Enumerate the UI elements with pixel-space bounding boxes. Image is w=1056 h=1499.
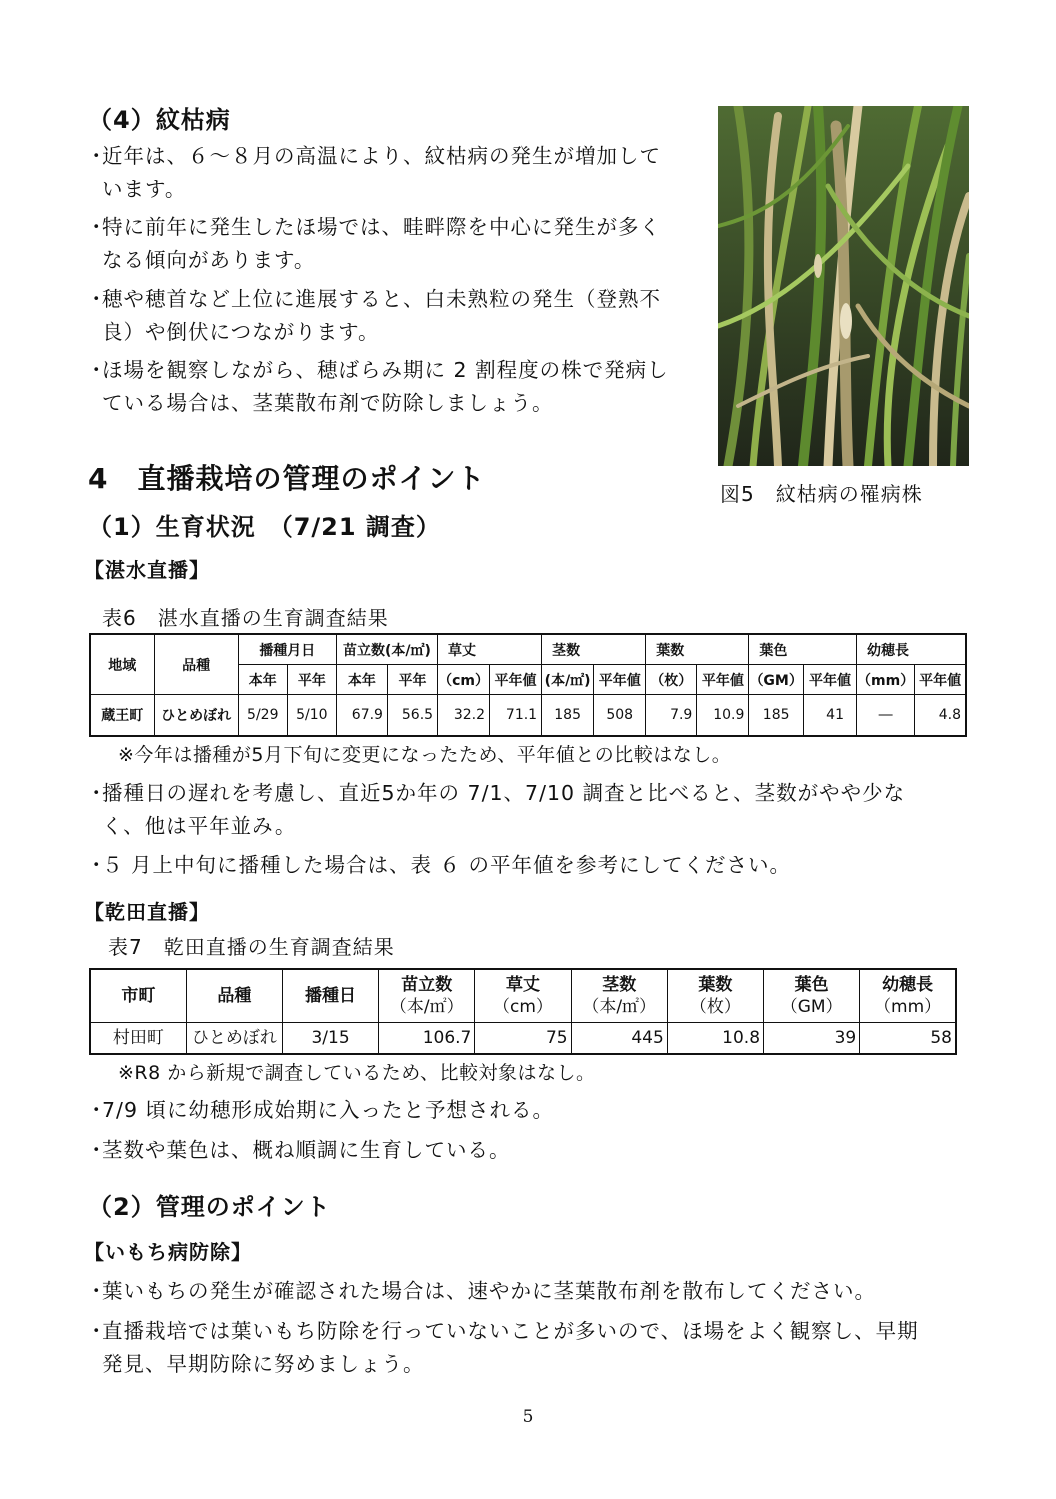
cell: 3/15 <box>282 1023 378 1055</box>
col-color: 葉色 <box>749 634 857 665</box>
cell-variety: ひとめぼれ <box>186 1023 282 1055</box>
subsection-title-growth: （1）生育状況 （7/21 調査） <box>88 513 441 541</box>
bullet-item: ・播種日の遅れを考慮し、直近5か年の 7/1、7/10 調査と比べると、茎数がやや少な く、他は平年並み。 <box>86 781 906 838</box>
cell: 41 <box>803 695 856 737</box>
col-this-year: 本年 <box>238 665 287 695</box>
cell: 4.8 <box>915 695 966 737</box>
col-height: 草丈 <box>438 634 542 665</box>
col-avg-year: 平年 <box>287 665 336 695</box>
cell: 75 <box>475 1023 571 1055</box>
bullet-item: ・近年は、６～８月の高温により、紋枯病の発生が増加して います。 <box>86 144 661 201</box>
col-variety: 品種 <box>186 969 282 1023</box>
col-avg: 平年値 <box>490 665 542 695</box>
cell-town: 村田町 <box>90 1023 186 1055</box>
cell: 5/10 <box>287 695 336 737</box>
col-leaves: 葉数 （枚） <box>667 969 763 1023</box>
cell: 39 <box>764 1023 860 1055</box>
col-avg: 平年値 <box>803 665 856 695</box>
bullet-item: ・ほ場を観察しながら、穂ばらみ期に 2 割程度の株で発病し ている場合は、茎葉散布剤で防除しましょう。 <box>86 358 669 415</box>
col-unit-mm: （mm） <box>857 665 915 695</box>
col-avg: 平年値 <box>594 665 646 695</box>
heading-blast-control: 【いもち病防除】 <box>84 1240 252 1264</box>
col-this-year: 本年 <box>336 665 387 695</box>
col-avg: 平年値 <box>697 665 749 695</box>
bullet-item: ・５ 月上中旬に播種した場合は、表 ６ の平年値を参考にしてください。 <box>86 853 792 877</box>
col-panicle: 幼穂長 （mm） <box>860 969 956 1023</box>
cell: 106.7 <box>379 1023 475 1055</box>
rice-plant-photo <box>718 106 969 466</box>
col-unit-gm: （GM） <box>749 665 804 695</box>
table-row <box>90 1023 956 1055</box>
col-sowing-date: 播種日 <box>282 969 378 1023</box>
col-unit-mai: （枚） <box>646 665 697 695</box>
bullet-item: ・茎数や葉色は、概ね順調に生育している。 <box>86 1138 511 1162</box>
col-seedling: 苗立数(本/㎡) <box>336 634 437 665</box>
cell: 32.2 <box>438 695 490 737</box>
bullet-item: ・葉いもちの発生が確認された場合は、速やかに茎葉散布剤を散布してください。 <box>86 1279 876 1303</box>
col-stems: 茎数 （本/㎡） <box>571 969 667 1023</box>
col-color: 葉色 （GM） <box>764 969 860 1023</box>
col-variety: 品種 <box>154 634 238 695</box>
page-number: 5 <box>522 1407 534 1427</box>
bullet-item: ・7/9 頃に幼穂形成始期に入ったと予想される。 <box>86 1098 555 1122</box>
cell: 7.9 <box>646 695 697 737</box>
table7 <box>89 968 957 1055</box>
cell: 5/29 <box>238 695 287 737</box>
cell-region: 蔵王町 <box>90 695 154 737</box>
col-town: 市町 <box>90 969 186 1023</box>
bullet-item: ・直播栽培では葉いもち防除を行っていないことが多いので、ほ場をよく観察し、早期 発見、早期防除に努めましょう。 <box>86 1319 919 1376</box>
cell: 10.9 <box>697 695 749 737</box>
col-region: 地域 <box>90 634 154 695</box>
cell: 58 <box>860 1023 956 1055</box>
cell: 185 <box>542 695 594 737</box>
col-panicle: 幼穂長 <box>857 634 967 665</box>
cell-variety: ひとめぼれ <box>154 695 238 737</box>
heading-kanden: 【乾田直播】 <box>84 900 210 924</box>
cell: 71.1 <box>490 695 542 737</box>
cell: 445 <box>571 1023 667 1055</box>
figure-caption: 図5 紋枯病の罹病株 <box>720 482 923 506</box>
heading-tanzui: 【湛水直播】 <box>84 558 210 582</box>
section-title-sheath-blight: （4）紋枯病 <box>88 106 231 134</box>
col-avg-year: 平年 <box>387 665 437 695</box>
table6-note: ※今年は播種が5月下旬に変更になったため、平年値との比較はなし。 <box>118 744 732 766</box>
cell: 10.8 <box>667 1023 763 1055</box>
col-sowing: 播種月日 <box>238 634 336 665</box>
table6 <box>89 633 967 737</box>
table7-note: ※R8 から新規で調査しているため、比較対象はなし。 <box>118 1062 596 1084</box>
table-row <box>90 695 966 737</box>
col-height: 草丈 （cm） <box>475 969 571 1023</box>
chapter-title: 4 直播栽培の管理のポイント <box>88 462 486 495</box>
cell: ― <box>857 695 915 737</box>
col-stems: 茎数 <box>542 634 646 665</box>
cell: 67.9 <box>336 695 387 737</box>
table6-title: 表6 湛水直播の生育調査結果 <box>102 606 389 630</box>
bullet-item: ・特に前年に発生したほ場では、畦畔際を中心に発生が多く なる傾向があります。 <box>86 215 661 272</box>
col-seedling: 苗立数 （本/㎡） <box>379 969 475 1023</box>
col-avg: 平年値 <box>915 665 966 695</box>
subsection-title-management: （2）管理のポイント <box>88 1193 331 1221</box>
col-unit-cm: （cm） <box>438 665 490 695</box>
cell: 185 <box>749 695 804 737</box>
table7-title: 表7 乾田直播の生育調査結果 <box>108 935 395 959</box>
col-unit-per-m2: (本/㎡) <box>542 665 594 695</box>
cell: 508 <box>594 695 646 737</box>
cell: 56.5 <box>387 695 437 737</box>
bullet-item: ・穂や穂首など上位に進展すると、白未熟粒の発生（登熟不 良）や倒伏につながります。 <box>86 287 661 344</box>
col-leaves: 葉数 <box>646 634 749 665</box>
